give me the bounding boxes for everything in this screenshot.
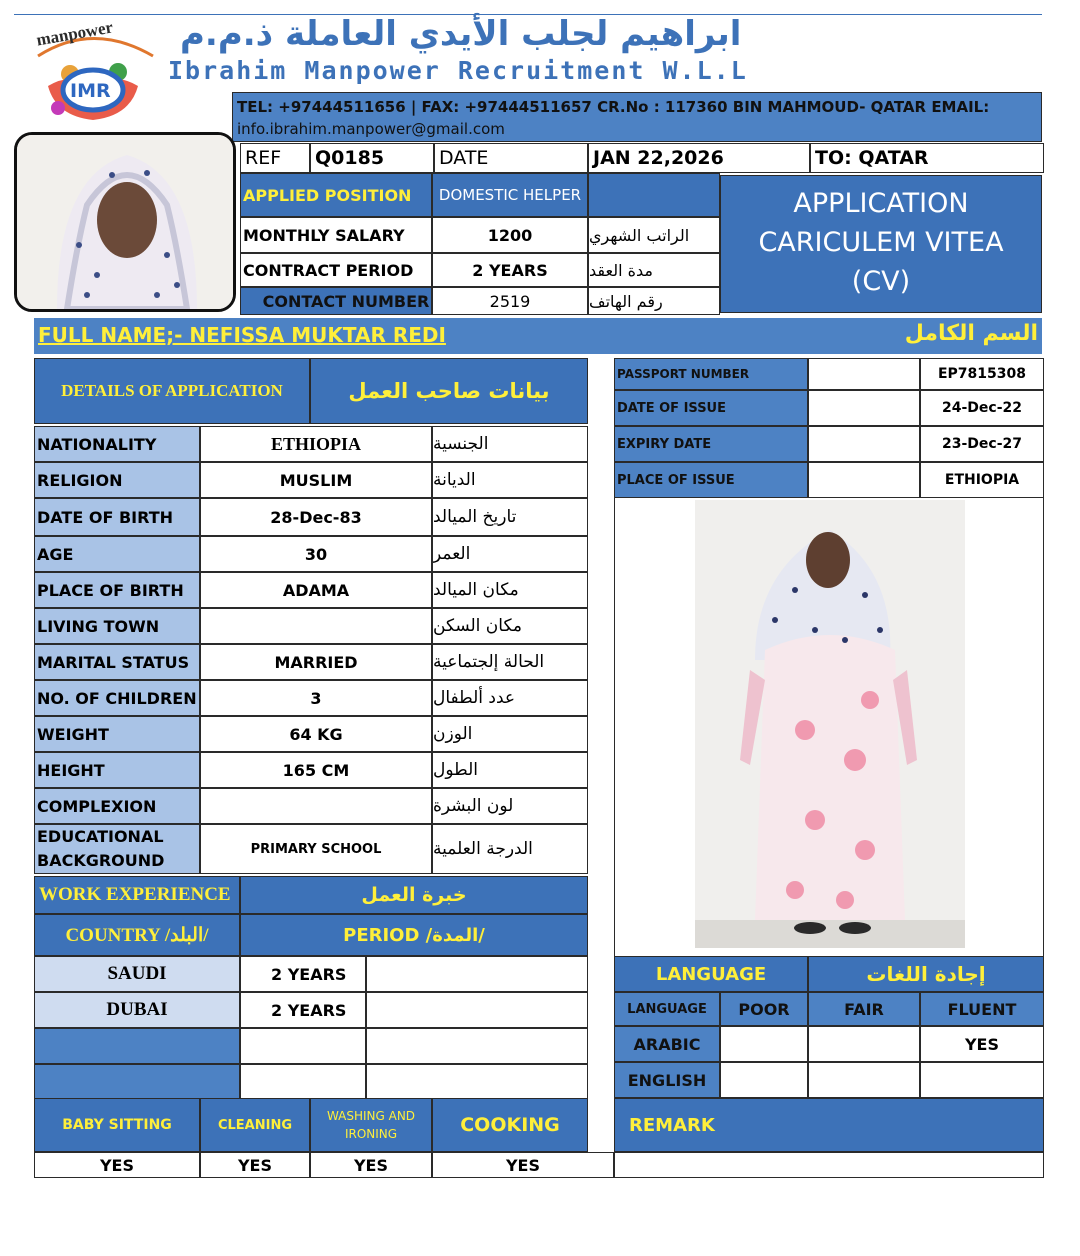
monthly-salary-label: MONTHLY SALARY <box>240 217 432 253</box>
contact-number-value: 2519 <box>432 287 588 315</box>
detail-value: 28-Dec-83 <box>200 498 432 536</box>
period-header: PERIOD /المدة/ <box>240 914 588 956</box>
cleaning-label: CLEANING <box>200 1098 310 1152</box>
washing-ironing-value: YES <box>310 1152 432 1178</box>
details-header-arabic: بيانات صاحب العمل <box>310 358 588 424</box>
ref-label: REF <box>240 143 310 173</box>
contract-period-arabic: مدة العقد <box>588 253 720 287</box>
monthly-salary-value: 1200 <box>432 217 588 253</box>
company-email[interactable]: info.ibrahim.manpower@gmail.com <box>237 120 505 138</box>
fluent-col-header: FLUENT <box>920 992 1044 1026</box>
education-arabic: الدرجة العلمية <box>432 824 588 874</box>
date-of-issue-blank <box>808 390 920 426</box>
work-extra-cell <box>366 956 588 992</box>
detail-label: NO. OF CHILDREN <box>34 680 200 716</box>
full-name-bar <box>34 318 1042 354</box>
full-name-arabic: السم الكامل <box>904 321 1038 346</box>
date-label: DATE <box>434 143 588 173</box>
work-country <box>34 1064 240 1100</box>
language-fair <box>808 1026 920 1062</box>
language-fluent <box>920 1062 1044 1098</box>
date-of-issue-label: DATE OF ISSUE <box>614 390 808 426</box>
work-period: 2 YEARS <box>240 956 366 992</box>
detail-arabic: تاريخ الميالد <box>432 498 588 536</box>
headshot-photo <box>17 135 233 309</box>
contract-period-value: 2 YEARS <box>432 253 588 287</box>
language-fair <box>808 1062 920 1098</box>
cooking-label: COOKING <box>432 1098 588 1152</box>
contact-number-arabic: رقم الهاتف <box>588 287 720 315</box>
washing-ironing-label <box>310 1098 432 1152</box>
headshot-photo-frame <box>14 132 236 312</box>
detail-value: ADAMA <box>200 572 432 608</box>
contact-strip <box>232 92 1042 142</box>
cooking-value: YES <box>432 1152 614 1178</box>
detail-value: 165 CM <box>200 752 432 788</box>
logo-text-manpower: manpower <box>34 17 115 50</box>
place-of-issue-label: PLACE OF ISSUE <box>614 462 808 498</box>
detail-value: 64 KG <box>200 716 432 752</box>
work-period <box>240 1064 366 1100</box>
detail-label: COMPLEXION <box>34 788 200 824</box>
detail-arabic: الديانة <box>432 462 588 498</box>
detail-value: ETHIOPIA <box>200 426 432 462</box>
language-col-header: LANGUAGE <box>614 992 720 1026</box>
date-value: JAN 22,2026 <box>588 143 810 173</box>
education-label-line2: BACKGROUND <box>37 851 165 870</box>
remark-label: REMARK <box>614 1098 1044 1152</box>
detail-arabic: مكان الميالد <box>432 572 588 608</box>
applied-position-value <box>432 173 588 217</box>
baby-sitting-label: BABY SITTING <box>34 1098 200 1152</box>
detail-arabic: لون البشرة <box>432 788 588 824</box>
detail-value: MUSLIM <box>200 462 432 498</box>
language-name: ENGLISH <box>614 1062 720 1098</box>
detail-arabic: الحالة إلجتماعية <box>432 644 588 680</box>
detail-arabic: عدد ألطفال <box>432 680 588 716</box>
contact-number-label: CONTACT NUMBER <box>240 287 432 315</box>
detail-value <box>200 608 432 644</box>
expiry-date-label: EXPIRY DATE <box>614 426 808 462</box>
cv-title-line3: (CV) <box>851 266 911 297</box>
language-poor <box>720 1062 808 1098</box>
detail-arabic: الجنسية <box>432 426 588 462</box>
remark-value <box>614 1152 1044 1178</box>
company-name-english: Ibrahim Manpower Recruitment W.L.L <box>168 56 748 85</box>
expiry-date-blank <box>808 426 920 462</box>
destination: TO: QATAR <box>810 143 1044 173</box>
baby-sitting-value: YES <box>34 1152 200 1178</box>
company-name-arabic: ابراهيم لجلب الأيدي العاملة ذ.م.م <box>180 14 742 54</box>
passport-number-blank <box>808 358 920 390</box>
language-poor <box>720 1026 808 1062</box>
language-name: ARABIC <box>614 1026 720 1062</box>
detail-label: DATE OF BIRTH <box>34 498 200 536</box>
detail-arabic: الطول <box>432 752 588 788</box>
passport-number-label: PASSPORT NUMBER <box>614 358 808 390</box>
detail-label: MARITAL STATUS <box>34 644 200 680</box>
language-title: LANGUAGE <box>614 956 808 992</box>
applied-position-blank <box>588 173 720 217</box>
monthly-salary-arabic: الراتب الشهري <box>588 217 720 253</box>
work-extra-cell <box>366 992 588 1028</box>
full-name: FULL NAME;- NEFISSA MUKTAR REDI <box>38 323 446 347</box>
cv-title-line2: CARICULEM VITEA <box>758 227 1004 258</box>
detail-label: NATIONALITY <box>34 426 200 462</box>
contract-period-label: CONTRACT PERIOD <box>240 253 432 287</box>
photo-panel-frame <box>614 498 1044 956</box>
contact-line: TEL: +97444511656 | FAX: +97444511657 CR.No : 117360 BIN MAHMOUD- QATAR EMAIL: <box>237 98 990 116</box>
cv-title-box <box>720 175 1042 313</box>
applied-position-label: APPLIED POSITION <box>240 173 432 217</box>
language-title-arabic: إجادة اللغات <box>808 956 1044 992</box>
expiry-date-value: 23-Dec-27 <box>920 426 1044 462</box>
company-logo <box>18 16 168 128</box>
detail-label: AGE <box>34 536 200 572</box>
work-country <box>34 1028 240 1064</box>
work-experience-title-arabic: خبرة العمل <box>240 876 588 914</box>
detail-arabic: العمر <box>432 536 588 572</box>
place-of-issue-value: ETHIOPIA <box>920 462 1044 498</box>
detail-label: WEIGHT <box>34 716 200 752</box>
country-header: COUNTRY /البلد/ <box>34 914 240 956</box>
place-of-issue-blank <box>808 462 920 498</box>
detail-value: 3 <box>200 680 432 716</box>
detail-value: MARRIED <box>200 644 432 680</box>
poor-col-header: POOR <box>720 992 808 1026</box>
detail-label: RELIGION <box>34 462 200 498</box>
detail-label: PLACE OF BIRTH <box>34 572 200 608</box>
work-experience-title: WORK EXPERIENCE <box>34 876 240 914</box>
education-label <box>34 824 200 874</box>
detail-arabic: الوزن <box>432 716 588 752</box>
work-country: SAUDI <box>34 956 240 992</box>
cv-title-line1: APPLICATION <box>793 188 969 219</box>
logo-text-imr: IMR <box>70 80 111 102</box>
applied-position-text: DOMESTIC HELPER <box>438 186 582 204</box>
language-fluent: YES <box>920 1026 1044 1062</box>
date-of-issue-value: 24-Dec-22 <box>920 390 1044 426</box>
work-extra-cell <box>366 1028 588 1064</box>
washing-ironing-text: WASHING AND IRONING <box>326 1109 416 1141</box>
detail-label: LIVING TOWN <box>34 608 200 644</box>
work-period: 2 YEARS <box>240 992 366 1028</box>
ref-value: Q0185 <box>310 143 434 173</box>
education-value: PRIMARY SCHOOL <box>200 824 432 874</box>
passport-number-value: EP7815308 <box>920 358 1044 390</box>
cleaning-value: YES <box>200 1152 310 1178</box>
detail-arabic: مكان السكن <box>432 608 588 644</box>
work-country: DUBAI <box>34 992 240 1028</box>
detail-label: HEIGHT <box>34 752 200 788</box>
details-header: DETAILS OF APPLICATION <box>34 358 310 424</box>
work-period <box>240 1028 366 1064</box>
fair-col-header: FAIR <box>808 992 920 1026</box>
detail-value: 30 <box>200 536 432 572</box>
detail-value <box>200 788 432 824</box>
education-label-line1: EDUCATIONAL <box>37 827 164 846</box>
work-extra-cell <box>366 1064 588 1100</box>
